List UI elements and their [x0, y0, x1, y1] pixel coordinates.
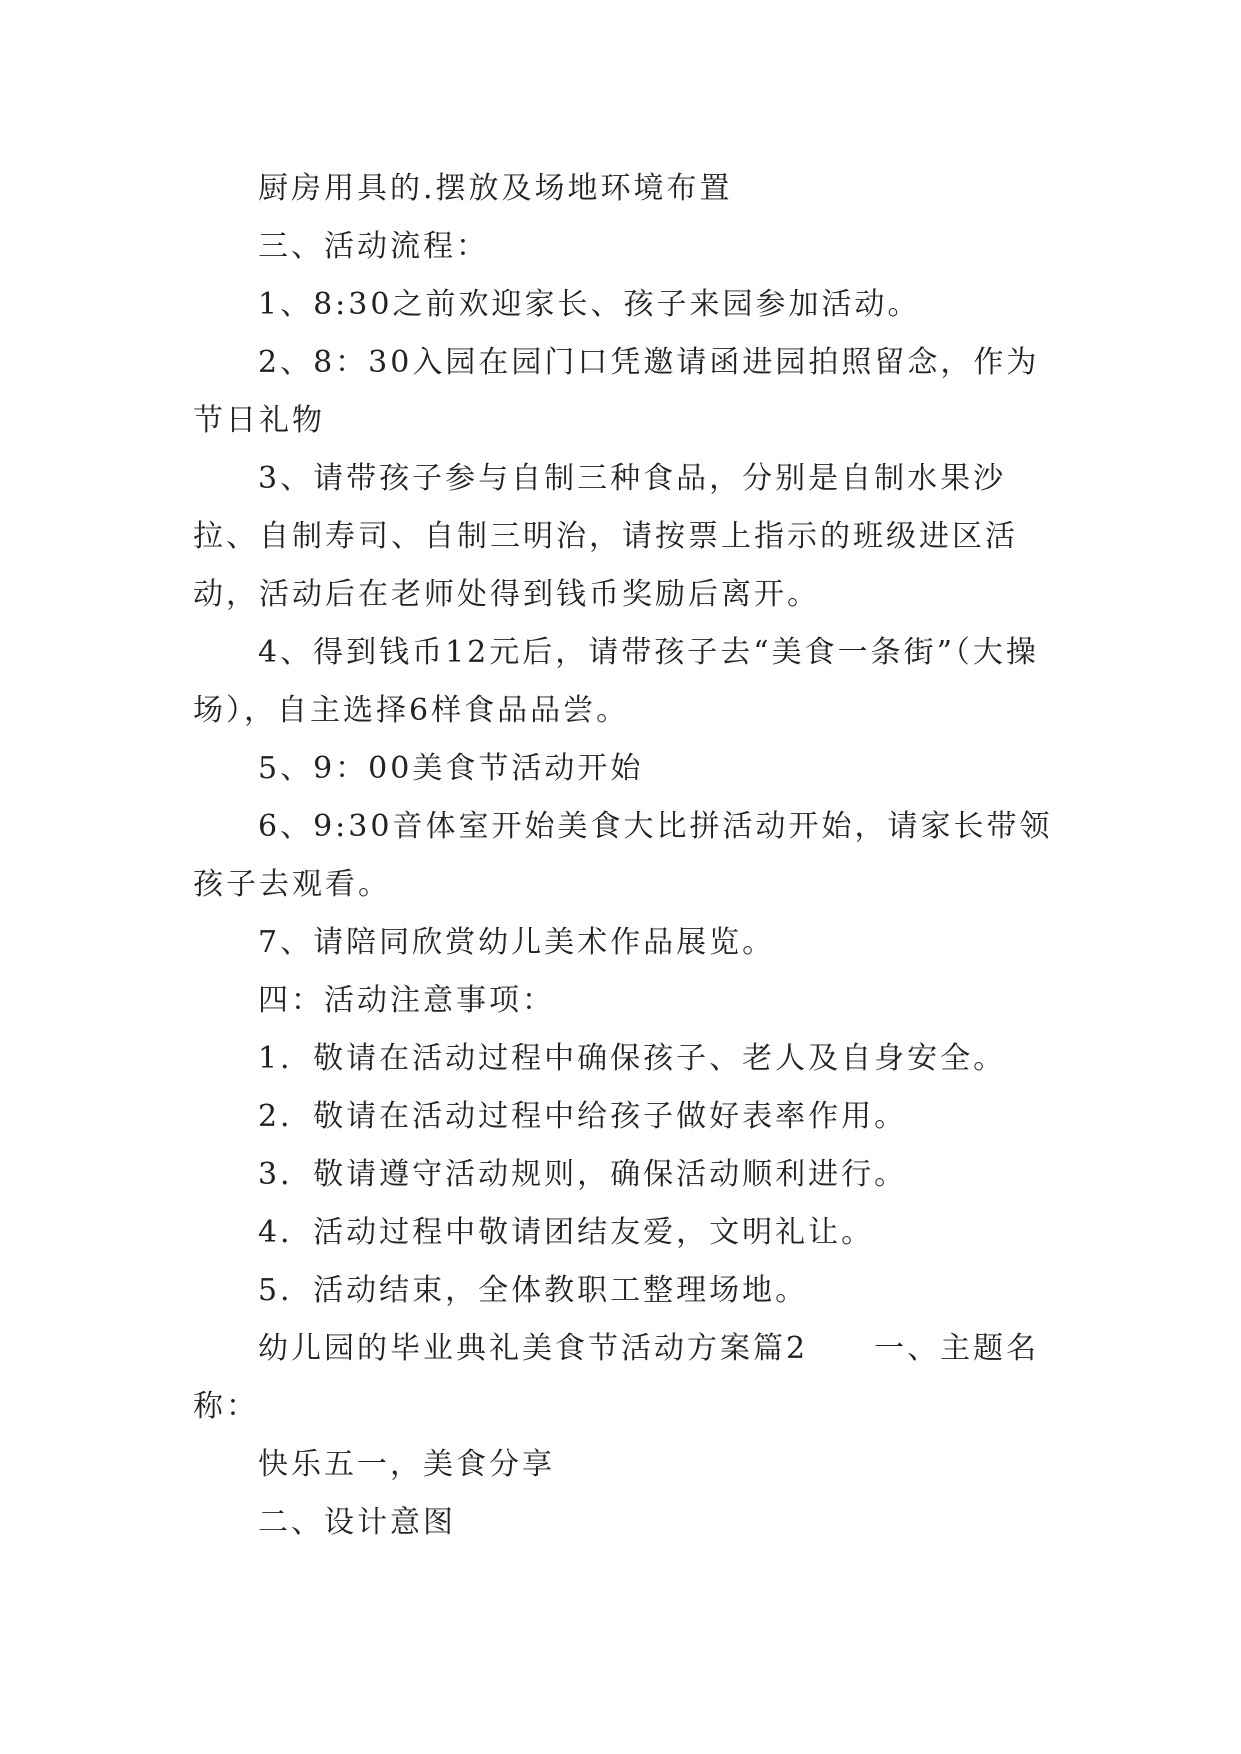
list-item-process-4: 4、得到钱币12元后，请带孩子去“美食一条街”（大操场），自主选择6样食品品尝。	[193, 635, 1039, 728]
list-item-note-1: 1．敬请在活动过程中确保孩子、老人及自身安全。	[258, 1041, 1007, 1076]
list-item-process-6: 6、9:30音体室开始美食大比拼活动开始，请家长带领孩子去观看。	[193, 809, 1053, 902]
document-body	[193, 160, 1053, 1552]
list-item-note-3: 3．敬请遵守活动规则，确保活动顺利进行。	[258, 1157, 908, 1192]
heading-design-intent: 二、设计意图	[258, 1505, 456, 1540]
heading-notes: 四：活动注意事项：	[258, 983, 555, 1018]
list-item-process-3: 3、请带孩子参与自制三种食品，分别是自制水果沙拉、自制寿司、自制三明治，请按票上指示的班级进区活动，活动后在老师处得到钱币奖励后离开。	[193, 461, 1018, 612]
list-item-note-4: 4．活动过程中敬请团结友爱，文明礼让。	[258, 1215, 875, 1250]
list-item-note-5: 5．活动结束，全体教职工整理场地。	[258, 1273, 809, 1308]
list-item-process-7: 7、请陪同欣赏幼儿美术作品展览。	[258, 925, 776, 960]
paragraph-theme-name: 快乐五一，美食分享	[258, 1447, 555, 1482]
section-title-plan-2: 幼儿园的毕业典礼美食节活动方案篇2 一、主题名称：	[193, 1331, 1040, 1424]
list-item-process-2: 2、8：30入园在园门口凭邀请函进园拍照留念，作为节日礼物	[193, 345, 1040, 438]
list-item-process-5: 5、9：00美食节活动开始	[258, 751, 644, 786]
paragraph-kitchen-setup: 厨房用具的.摆放及场地环境布置	[258, 171, 733, 206]
list-item-note-2: 2．敬请在活动过程中给孩子做好表率作用。	[258, 1099, 908, 1134]
list-item-process-1: 1、8:30之前欢迎家长、孩子来园参加活动。	[258, 287, 921, 322]
heading-activity-process: 三、活动流程：	[258, 229, 489, 264]
